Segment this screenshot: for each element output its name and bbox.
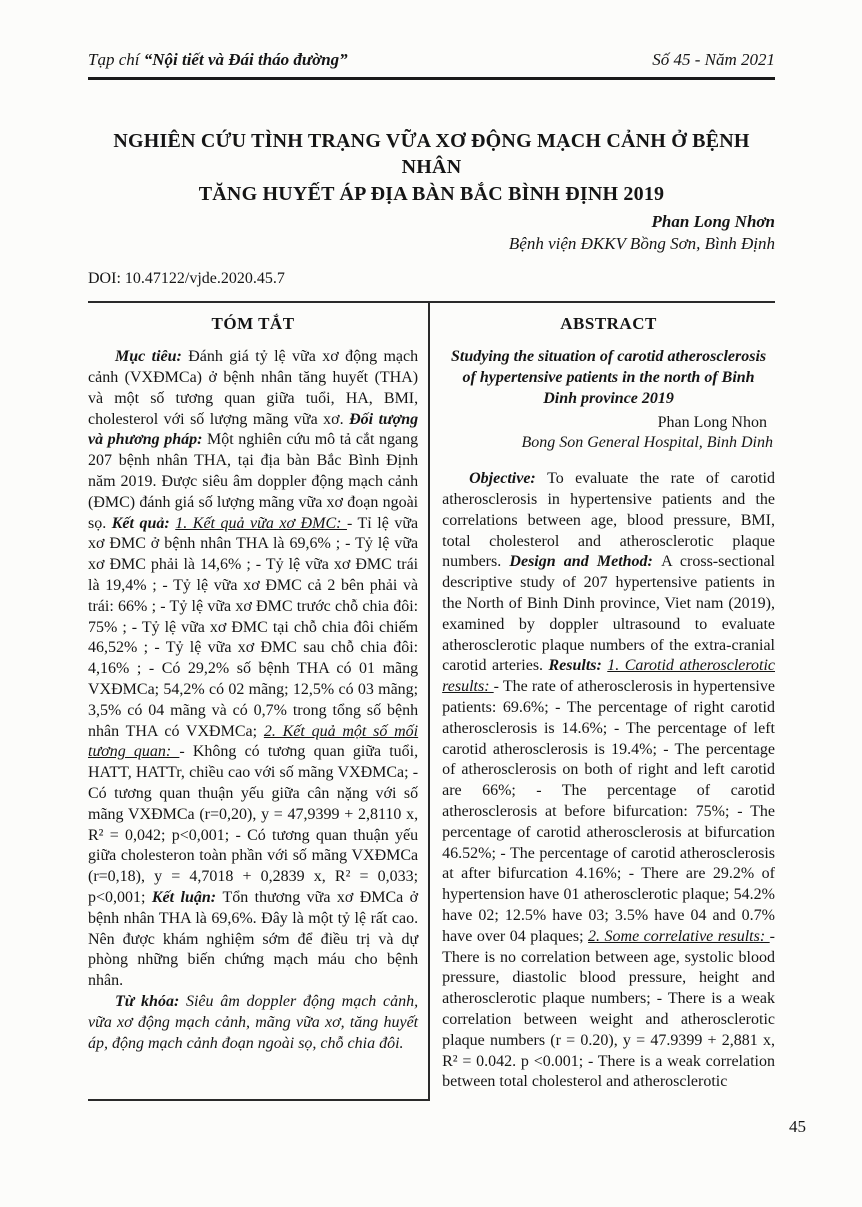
abstract-vi-body: Mục tiêu: Đánh giá tỷ lệ vữa xơ động mạch cảnh (VXĐMCa) ở bệnh nhân tăng huyết (THA) và một số tương quan giữa tuổi, HA, BMI, cholesterol với số lượng mãng vữa xơ. Đối tượng và phương pháp: Một nghiên cứu mô tả cắt ngang 207 bệnh nhân THA, tại địa bàn Bắc Bình Định năm 2019. Được siêu âm doppler động mạch cảnh (ĐMC) đánh giá số lượng mãng vữa xơ đoạn ngoài sọ. Kết quả: 1. Kết quả vữa xơ ĐMC: - Tỉ lệ vữa xơ ĐMC ở bệnh nhân THA là 69,6% ; - Tỷ lệ vữa xơ ĐMC phải là 14,6% ; - Tỷ lệ vữa xơ ĐMC trái là 19,4% ; - Tỷ lệ vữa xơ ĐMC cả 2 bên phải và trái: 66% ; - Tỷ lệ vữa xơ ĐMC trước chỗ chia đôi: 75% ; - Tỷ lệ vữa xơ ĐMC tại chỗ chia đôi chiếm 46,52% ; - Tỷ lệ vữa xơ ĐMC sau chỗ chia đôi: 4,16% ; - Có 29,2% số bệnh THA có 01 mãng VXĐMCa; 54,2% có 02 mãng; 12,5% có 03 mãng; 3,5% có 04 mãng và có 0,7% trong tổng số bệnh nhân THA có VXĐMCa; 2. Kết quả một số mối tương quan: - Không có tương quan giữa tuổi, HATT, HATTr, chiều cao với số mãng VXĐMCa; - Có tương quan thuận yếu giữa cân nặng với số mãng VXĐMCa (r=0,20), y = 47,9399 + 2,8110 x, R² = 0,042; p<0,001; - Có tương quan thuận yếu giữa cholesteron toàn phần với số mãng VXĐMCa (r=0,18), y = 4,7018 + 0,2839 x, R² = 0,033; p<0,001; Kết luận: Tổn thương vữa xơ ĐMCa ở bệnh nhân THA là 69,6%. Đây là một tỷ lệ rất cao. Nên được khám nghiệm sớm để điều trị và dự phòng những biến chứng mạch máu cho bệnh nhân. — [88, 348, 419, 990]
author-name: Phan Long Nhơn — [651, 212, 775, 232]
abstract-heading: ABSTRACT — [560, 314, 657, 334]
article-title-line2: TĂNG HUYẾT ÁP ĐỊA BÀN BẮC BÌNH ĐỊNH 2019 — [198, 182, 665, 205]
article-title-line1: NGHIÊN CỨU TÌNH TRẠNG VỮA XƠ ĐỘNG MẠCH CẢNH Ở BỆNH NHÂN — [113, 130, 750, 179]
page-header — [88, 50, 775, 80]
tomtat-heading: TÓM TẮT — [211, 314, 295, 334]
abstract-en-title: Studying the situation of carotid atherosclerosis of hypertensive patients in the north of Binh Dinh province 2019 — [450, 348, 767, 407]
abstract-vi-section — [88, 301, 430, 1101]
abstract-en-author: Phan Long Nhon — [657, 413, 767, 431]
author-affiliation: Bệnh viện ĐKKV Bồng Sơn, Bình Định — [508, 234, 775, 254]
abstract-en-section — [430, 301, 775, 1101]
journal-title: “Nội tiết và Đái tháo đường” — [143, 50, 348, 69]
abstract-en-body: Objective: To evaluate the rate of carotid atherosclerosis in hypertensive patients and the correlations between age, blood pressure, BMI, total cholesterol and atherosclerotic plaque numbers. Design and Method: A cross-sectional descriptive study of 207 hypertensive patients in the North of Binh Dinh province, Viet nam (2019), examined by doppler ultrasound to evaluate atherosclerotic plaque numbers of the extra-cranial carotid arteries. Results: 1. Carotid atherosclerotic results: - The rate of atherosclerosis in hypertensive patients: 69.6%; - The percentage of right carotid atherosclerosis is 14.6%; - The percentage of left carotid atherosclerosis is 19.4%; - The percentage of atherosclerosis on both of right and left carotid are 66%; - The percentage of carotid atherosclerosis at before bifurcation: 75%; - The percentage of carotid atherosclerosis at bifurcation 46.52%; - The percentage of carotid atherosclerosis at after bifurcation 4.16%; - There are 29.2% of hypertension have 01 atherosclerotic plaque; 54.2% have 02; 12.5% have 03; 3.5% have 04 and 0.7% have over 04 plaques; 2. Some correlative results: - There is no correlation between age, systolic blood pressure, diastolic blood pressure, height and atherosclerotic plaque numbers; - There is a weak correlation between weight and atherosclerotic plaque numbers (r = 0.20), y = 47.9399 + 2,881 x, R² = 0.042. p <0.001; - There is a weak correlation between total cholesterol and atherosclerotic — [442, 470, 775, 1091]
two-column-layout — [88, 301, 775, 1101]
author-block — [88, 212, 775, 254]
issue-info: Số 45 - Năm 2021 — [652, 50, 775, 69]
journal-prefix: Tạp chí — [88, 50, 144, 69]
doi-text: DOI: 10.47122/vjde.2020.45.7 — [88, 270, 285, 288]
abstract-vi-keywords: Từ khóa: Siêu âm doppler động mạch cảnh, vữa xơ động mạch cảnh, mãng vữa xơ, tăng huyết áp, động mạch cảnh đoạn ngoài sọ, chỗ chia đôi. — [88, 992, 419, 1052]
journal-name — [88, 50, 348, 70]
page-number: 45 — [789, 1117, 806, 1136]
article-title — [88, 128, 775, 207]
abstract-en-affiliation: Bong Son General Hospital, Binh Dinh — [521, 434, 773, 452]
